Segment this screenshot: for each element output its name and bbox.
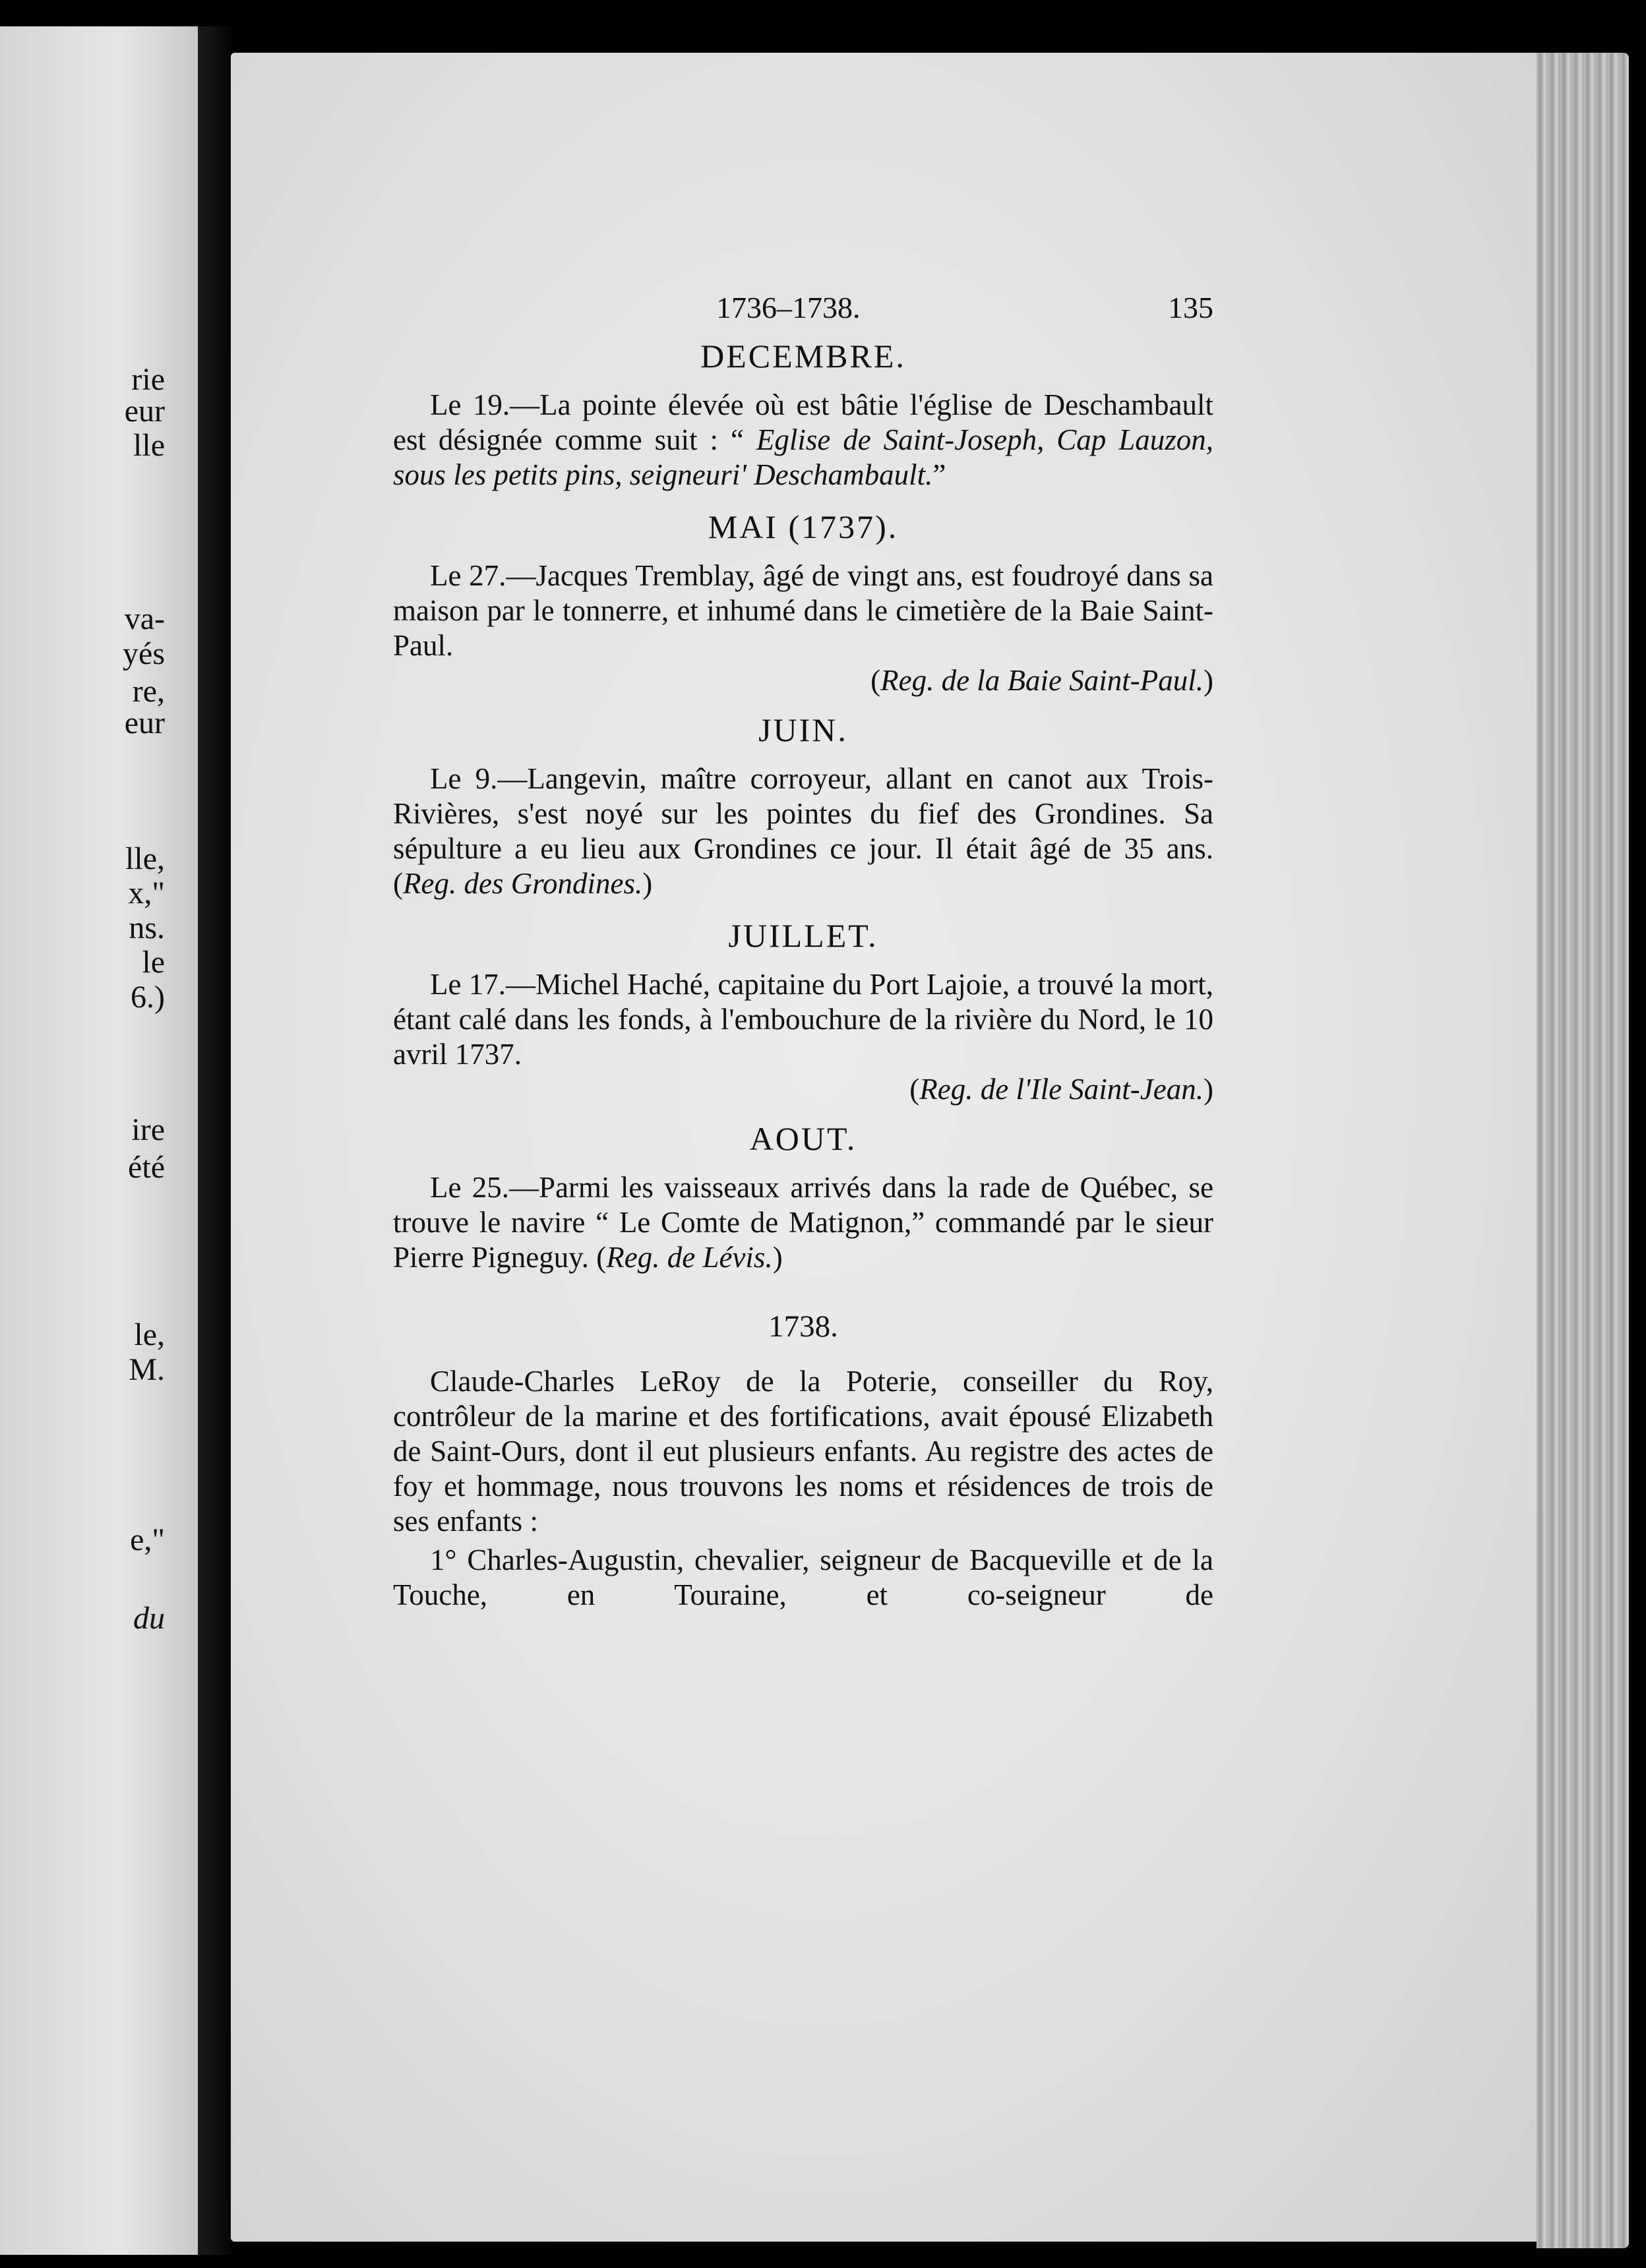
left-page-fragment: été	[128, 1150, 165, 1185]
closing-section	[393, 1364, 1213, 1613]
section-heading: JUILLET.	[728, 917, 878, 954]
left-page-fragment: e,"	[130, 1522, 165, 1558]
section-heading: MAI (1737).	[708, 508, 899, 545]
left-page-fragment: 6.)	[131, 979, 165, 1015]
section-heading: JUIN.	[758, 711, 848, 748]
year-heading: 1738.	[768, 1309, 838, 1344]
entry-text: Le 25.—Parmi les vaisseaux arrivés dans la rade de Québec, se trouve le navire “ Le Comte de Matignon,” commandé par le sieur Pierre Pigneguy. (	[393, 1171, 1213, 1274]
register-reference: (Reg. de l'Ile Saint-Jean.)	[909, 1073, 1213, 1106]
entry-text: Le 27.—Jacques Tremblay, âgé de vingt ans, est foudroyé dans sa maison par le tonnerre, et inhumé dans le cimetière de la Baie Saint-Paul.	[393, 559, 1213, 662]
closing-paragraph: Claude-Charles LeRoy de la Poterie, conseiller du Roy, contrôleur de la marine et des fortifications, avait épousé Elizabeth de Saint-Ours, dont il eut plusieurs enfants. Au registre des actes de foy et hommage, nous trouvons les noms et résidences de trois de ses enfants :	[393, 1365, 1213, 1537]
left-page-fragment: re,	[132, 673, 165, 709]
entry-text: Le 17.—Michel Haché, capitaine du Port Lajoie, a trouvé la mort, étant calé dans les fonds, à l'embouchure de la rivière du Nord, le 10 avril 1737.	[393, 968, 1213, 1071]
left-page-fragment: va-	[124, 601, 165, 637]
left-page-fragment: lle,	[125, 841, 165, 876]
page-edges	[1537, 53, 1629, 2248]
entry-paragraph	[393, 388, 1213, 492]
left-page-fragment: x,"	[128, 876, 165, 911]
left-page-fragment: le,	[134, 1317, 165, 1353]
left-page-fragment: ns.	[129, 910, 165, 945]
entry-paragraph	[393, 967, 1213, 1072]
left-page-fragment: eur	[124, 393, 165, 429]
page-number: 135	[1168, 291, 1213, 324]
running-head-dates: 1736–1738.	[716, 291, 861, 324]
left-page-fragment: rie	[131, 361, 165, 397]
register-reference-text: Reg. de la Baie Saint-Paul.	[880, 664, 1204, 697]
entry-paragraph	[393, 1170, 1213, 1275]
entry-tail: )	[772, 1241, 783, 1274]
running-head	[393, 290, 1213, 336]
entry-tail: ”	[932, 458, 946, 491]
left-page-fragment: ire	[131, 1112, 165, 1148]
left-page-fragment: du	[133, 1600, 165, 1636]
left-page-fragment: eur	[124, 705, 165, 740]
entry-italic-text: Reg. de Lévis.	[606, 1241, 773, 1274]
left-page-fragment: yés	[123, 636, 165, 671]
register-reference-text: Reg. de l'Ile Saint-Jean.	[919, 1073, 1204, 1106]
page-text	[393, 290, 1213, 1613]
left-page-fragment: lle	[133, 428, 165, 463]
entry-italic-text: Reg. des Grondines.	[403, 867, 643, 900]
left-page-edge	[0, 26, 198, 2255]
entry-paragraph	[393, 761, 1213, 901]
book-gutter	[198, 26, 231, 2255]
entry-text: Le 9.—Langevin, maître corroyeur, allant en canot aux Trois-Rivières, s'est noyé sur les pointes du fief des Grondines. Sa sépulture a eu lieu aux Grondines ce jour. Il était âgé de 35 ans. (	[393, 762, 1213, 900]
entry-paragraph	[393, 558, 1213, 663]
left-page-fragment: le	[142, 945, 165, 980]
entry-text: Le 19.—La pointe élevée où est bâtie l'église de Deschambault est désignée comme suit : “	[393, 388, 1213, 456]
section-heading: AOUT.	[749, 1120, 857, 1157]
register-reference: (Reg. de la Baie Saint-Paul.)	[870, 664, 1213, 697]
sections	[393, 336, 1213, 1290]
left-page-fragment: M.	[129, 1352, 165, 1387]
entry-tail: )	[642, 867, 653, 900]
section-heading: DECEMBRE.	[700, 338, 906, 374]
closing-paragraph: 1° Charles-Augustin, chevalier, seigneur de Bacqueville et de la Touche, en Touraine, et co-seigneur de	[393, 1543, 1213, 1611]
entry-italic-text: Eglise de Saint-Joseph, Cap Lauzon, sous les petits pins, seigneuri' Deschambault.	[393, 423, 1213, 491]
